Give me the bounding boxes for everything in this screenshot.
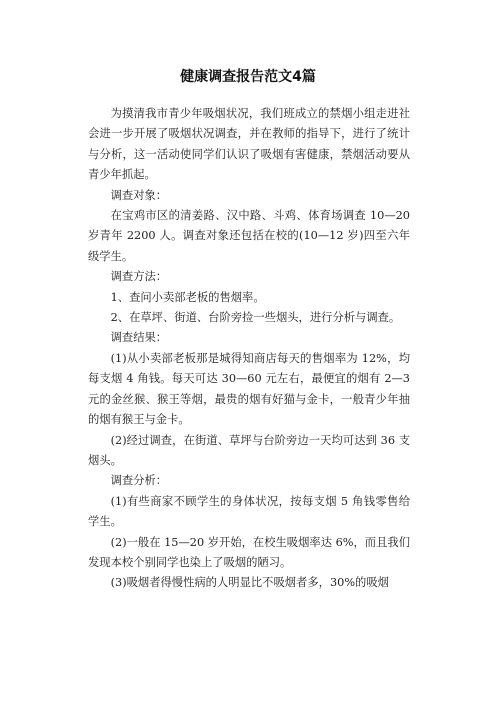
paragraph-intro: 为摸清我市青少年吸烟状况，我们班成立的禁烟小组走进社会进一步开展了吸烟状况调查，并在教师的指导下，进行了统计与分析，这一活动使同学们认识了吸烟有害健康，禁烟活动要从青少年抓起。: [88, 107, 410, 182]
paragraph-analysis-1: (1)有些商家不顾学生的身体状况，按每支烟 5 角钱零售给学生。: [88, 494, 410, 529]
paragraph-result-2: (2)经过调查，在街道、草坪与台阶旁边一天均可达到 36 支烟头。: [88, 433, 410, 467]
paragraph-result-1: (1)从小卖部老板那是城得知商店每天的售烟率为 12%，均每支烟 4 角钱。每天可达 30—60 元左右，最便宜的烟有 2—3 元的金丝猴、猴王等烟，最贵的烟有好猫与金卡，一般青少年抽的烟有猴王与金卡。: [88, 351, 410, 427]
document-body: [88, 104, 410, 594]
paragraph-analysis-3: (3)吸烟者得慢性病的人明显比不吸烟者多，30%的吸烟: [110, 576, 389, 590]
document-title: 健康调查报告范文4篇: [180, 69, 316, 85]
paragraph-method-1: 1、查问小卖部老板的售烟率。: [110, 290, 265, 304]
heading-survey-analysis: 调查分析：: [110, 474, 168, 488]
heading-survey-subjects: 调查对象：: [110, 188, 168, 202]
paragraph-method-2: 2、在草坪、街道、台阶旁捡一些烟头，进行分析与调查。: [110, 311, 401, 325]
heading-survey-results: 调查结果：: [110, 331, 168, 345]
paragraph-analysis-2: (2)一般在 15—20 岁开始，在校生吸烟率达 6%，而且我们发现本校个别同学也染上了吸烟的陋习。: [88, 535, 410, 569]
paragraph-survey-subjects: 在宝鸡市区的清姜路、汉中路、斗鸡、体育场调查 10—20 岁青年 2200 人。调查对象还包括在校的(10—12 岁)四至六年级学生。: [88, 209, 410, 263]
heading-survey-methods: 调查方法：: [110, 270, 168, 284]
